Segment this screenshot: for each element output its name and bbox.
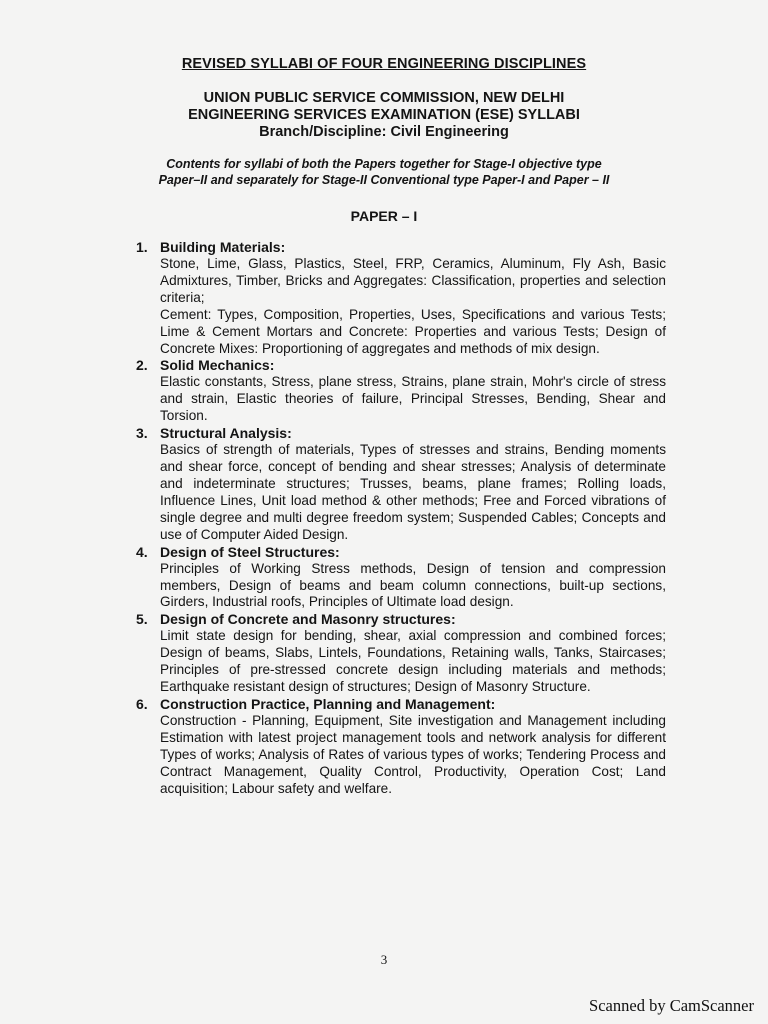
item-body <box>160 561 666 612</box>
item-paragraph: Stone, Lime, Glass, Plastics, Steel, FRP, Ceramics, Aluminum, Fly Ash, Basic Admixtures, Timber, Bricks and Aggregates: Classification, properties and selection criteria; <box>160 256 666 305</box>
commission-name: UNION PUBLIC SERVICE COMMISSION, NEW DELHI <box>203 90 565 106</box>
item-number: 5. <box>136 611 148 628</box>
syllabus-list <box>136 239 666 797</box>
page-number: 3 <box>380 952 388 967</box>
item-number: 6. <box>136 695 148 712</box>
syllabus-item <box>136 239 666 357</box>
item-heading: Construction Practice, Planning and Management: <box>160 695 496 712</box>
item-number: 3. <box>136 425 148 442</box>
syllabus-item <box>136 611 666 696</box>
syllabus-item <box>136 425 666 543</box>
item-paragraph: Limit state design for bending, shear, axial compression and combined forces; Design of beams, Slabs, Lintels, Foundations, Retaining walls, Tanks, Staircases; Principles of pre-stressed concrete design including materials and methods; Earthquake resistant design of structures; Design of Masonry Structure. <box>160 628 666 695</box>
note-line-2: Paper–II and separately for Stage-II Conventional type Paper-I and Paper – II <box>158 173 610 187</box>
exam-name: ENGINEERING SERVICES EXAMINATION (ESE) SYLLABI <box>188 107 580 123</box>
item-paragraph: Principles of Working Stress methods, Design of tension and compression members, Design of beams and beam column connections, built-up sections, Girders, Industrial roofs, Principles of Ultimate load design. <box>160 560 666 610</box>
syllabus-item <box>136 696 666 798</box>
item-number: 1. <box>136 239 148 255</box>
syllabus-item <box>136 357 666 425</box>
item-heading: Design of Steel Structures: <box>160 543 340 560</box>
item-heading: Solid Mechanics: <box>160 357 275 374</box>
syllabus-item <box>136 544 666 612</box>
header-block <box>0 90 768 141</box>
item-heading: Design of Concrete and Masonry structures: <box>160 611 456 628</box>
item-body <box>160 628 666 696</box>
top-title: REVISED SYLLABI OF FOUR ENGINEERING DISCIPLINES <box>181 56 587 72</box>
item-number: 4. <box>136 543 148 560</box>
item-paragraph: Basics of strength of materials, Types of stresses and strains, Bending moments and shear force, concept of bending and shear stresses; Analysis of determinate and indeterminate structures; Trusses, beams, plane frames; Rolling loads, Influence Lines, Unit load method & other methods; Free and Forced vibrations of single degree and multi degree freedom system; Suspended Cables; Concepts and use of Computer Aided Design. <box>160 442 666 542</box>
item-paragraph: Construction - Planning, Equipment, Site investigation and Management including Estimation with latest project management tools and network analysis for different Types of works; Analysis of Rates of various types of works; Tendering Process and Contract Management, Quality Control, Productivity, Operation Cost; Land acquisition; Labour safety and welfare. <box>160 712 666 796</box>
scanner-watermark: Scanned by CamScanner <box>589 996 754 1015</box>
contents-note <box>0 156 768 188</box>
item-heading: Building Materials: <box>160 239 286 255</box>
item-body <box>160 374 666 425</box>
item-number: 2. <box>136 357 148 374</box>
discipline-name: Branch/Discipline: Civil Engineering <box>259 124 509 140</box>
item-body <box>160 442 666 543</box>
item-body <box>160 713 666 798</box>
item-body <box>160 256 666 357</box>
paper-title: PAPER – I <box>350 208 418 224</box>
item-heading: Structural Analysis: <box>160 425 292 442</box>
item-paragraph: Elastic constants, Stress, plane stress, Strains, plane strain, Mohr's circle of stress and strain, Elastic theories of failure, Principal Stresses, Bending, Shear and Torsion. <box>160 374 666 424</box>
item-paragraph: Cement: Types, Composition, Properties, Uses, Specifications and various Tests; Lime & Cement Mortars and Concrete: Properties and various Tests; Design of Concrete Mixes: Proportioning of aggregates and methods of mix design. <box>160 306 666 356</box>
note-line-1: Contents for syllabi of both the Papers together for Stage-I objective type <box>166 157 602 171</box>
